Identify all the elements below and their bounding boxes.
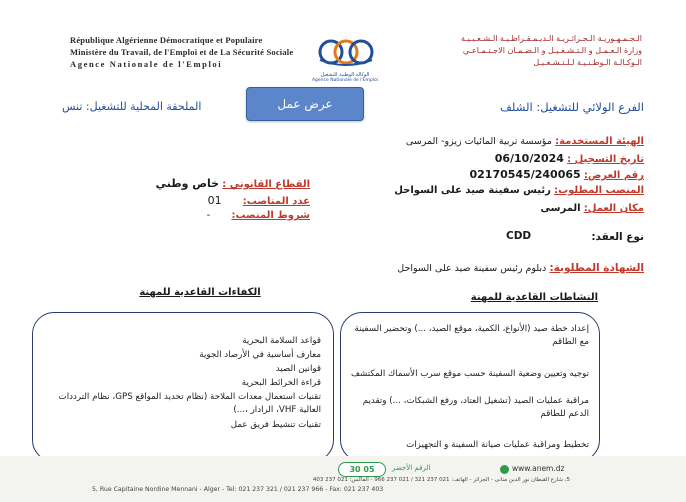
legal-sector-row [130, 177, 310, 190]
conditions-value: - [206, 210, 211, 221]
activity-item: إعداد خطة صيد (الأنواع، الكمية، موقع الصيد، ...) وتحضير السفينة مع الطاقم [354, 324, 589, 347]
location-row [344, 203, 644, 214]
location-label: مكان العمل: [583, 203, 644, 214]
anem-logo [300, 30, 390, 83]
positions-count-row [130, 194, 310, 207]
activities-box [340, 312, 600, 462]
activity-item: مراقبة عمليات الصيد (تشغيل العتاد، ورفع الشبكات، ...) وتقديم الدعم للطاقم [362, 396, 589, 419]
competencies-box [32, 312, 334, 462]
conditions-label: شروط المنصب: [231, 210, 310, 221]
legal-sector-label: القطاع القانوني : [222, 179, 310, 190]
header-fr-line-3: Agence Nationale de l'Emploi [70, 59, 223, 69]
employer-row [344, 136, 644, 147]
diploma-label: الشهادة المطلوبة: [549, 262, 644, 274]
positions-count-value: 01 [207, 194, 222, 207]
diploma-value: دبلوم رئيس سفينة صيد على السواحل [397, 263, 547, 274]
position-value: رئيس سفينة صيد على السواحل [394, 185, 551, 196]
header-fr-line-2: Ministère du Travail, de l'Emploi et de La Sécurité Sociale [70, 47, 294, 57]
hotline-label: الرقم الأخضر [392, 464, 431, 472]
annex-title: الملحقة المحلية للتشغيل: تنس [62, 100, 202, 113]
job-offer-button[interactable]: عرض عمل [246, 87, 364, 121]
offer-number-value: 02170545/240065 [469, 168, 581, 181]
contract-label: نوع العقد: [591, 231, 644, 243]
header-ar-line-1: الـجـمـهـوريـة الـجـزائـريـة الـديـمـقـراطـيـة الـشـعـبـيـة [460, 34, 642, 43]
activities-title: النشاطات القاعدية للمهنة [470, 292, 598, 303]
position-label: المنصب المطلوب: [554, 185, 644, 196]
anem-logo-mark [300, 30, 390, 70]
reg-date-row [344, 152, 644, 165]
positions-count-label: عدد المناصب: [242, 196, 310, 207]
competencies-title: الكفاءات القاعدية للمهنة [139, 287, 261, 298]
competency-item: تقنيات تنشيط فريق عمل [230, 420, 321, 430]
activity-item: تخطيط ومراقبة عمليات صيانة السفينة و التجهيزات [406, 440, 589, 450]
logo-french-text: Agence Nationale de l'Emploi [311, 78, 379, 83]
competency-item: معارف أساسية في الأرصاد الجوية [199, 350, 321, 360]
position-row [344, 185, 644, 196]
branch-title: الفرع الولائي للتشغيل: الشلف [500, 100, 644, 114]
legal-sector-value: خاص وطني [155, 177, 220, 190]
hotline-number: 30 05 [349, 465, 375, 474]
employer-value: مؤسسة تربية المائيات زيزو- المرسى [405, 136, 552, 147]
header-ar-line-3: الـوكـالـة الـوطـنـيـة لـلـتـشـغـيـل [533, 58, 642, 67]
header-ar-line-2: وزارة الـعـمـل و الـتـشـغـيـل و الـضـمـان الاجـتـمـاعـي [462, 46, 642, 55]
conditions-row [130, 210, 310, 221]
footer-globe-icon [500, 465, 509, 474]
footer-website[interactable]: www.anem.dz [512, 464, 565, 473]
activity-item: توجيه وتعيين وضعية السفينة حسب موقع سرب الأسماك المكتشف [351, 369, 589, 379]
competency-item: تقنيات استعمال معدات الملاحة (نظام تحديد المواقع GPS، نظام الترددات العالية VHF، الرادار ،...) [58, 392, 321, 415]
offer-number-label: رقم العرض: [583, 170, 644, 181]
footer [0, 456, 686, 502]
employer-label: الهيئة المستخدمة: [555, 136, 644, 147]
competency-item: قراءة الخرائط البحرية [241, 378, 321, 388]
reg-date-label: تاريخ التسجيل : [567, 154, 644, 165]
offer-number-row [344, 168, 644, 181]
competency-item: قوانين الصيد [275, 364, 321, 374]
hotline-badge [338, 462, 386, 477]
header-fr-line-1: République Algérienne Démocratique et Populaire [70, 35, 263, 45]
diploma-row [244, 262, 644, 274]
logo-arabic-text: الوكالة الوطنية للتشغيل [320, 72, 370, 78]
location-value: المرسى [540, 203, 581, 214]
footer-address-ar: 5، شارع القبطان نور الدين منانى - الجزائر - الهاتف: 021 237 321 / 021 237 966 - الفاكس: 021 237 403 [312, 477, 570, 483]
reg-date-value: 06/10/2024 [494, 152, 564, 165]
competency-item: قواعد السلامة البحرية [242, 336, 321, 346]
footer-address-fr: 5, Rue Capitaine Nordine Mennani - Alger - Tel: 021 237 321 / 021 237 966 - Fax: 021 237 403 [92, 486, 384, 493]
contract-value: CDD [506, 230, 532, 242]
